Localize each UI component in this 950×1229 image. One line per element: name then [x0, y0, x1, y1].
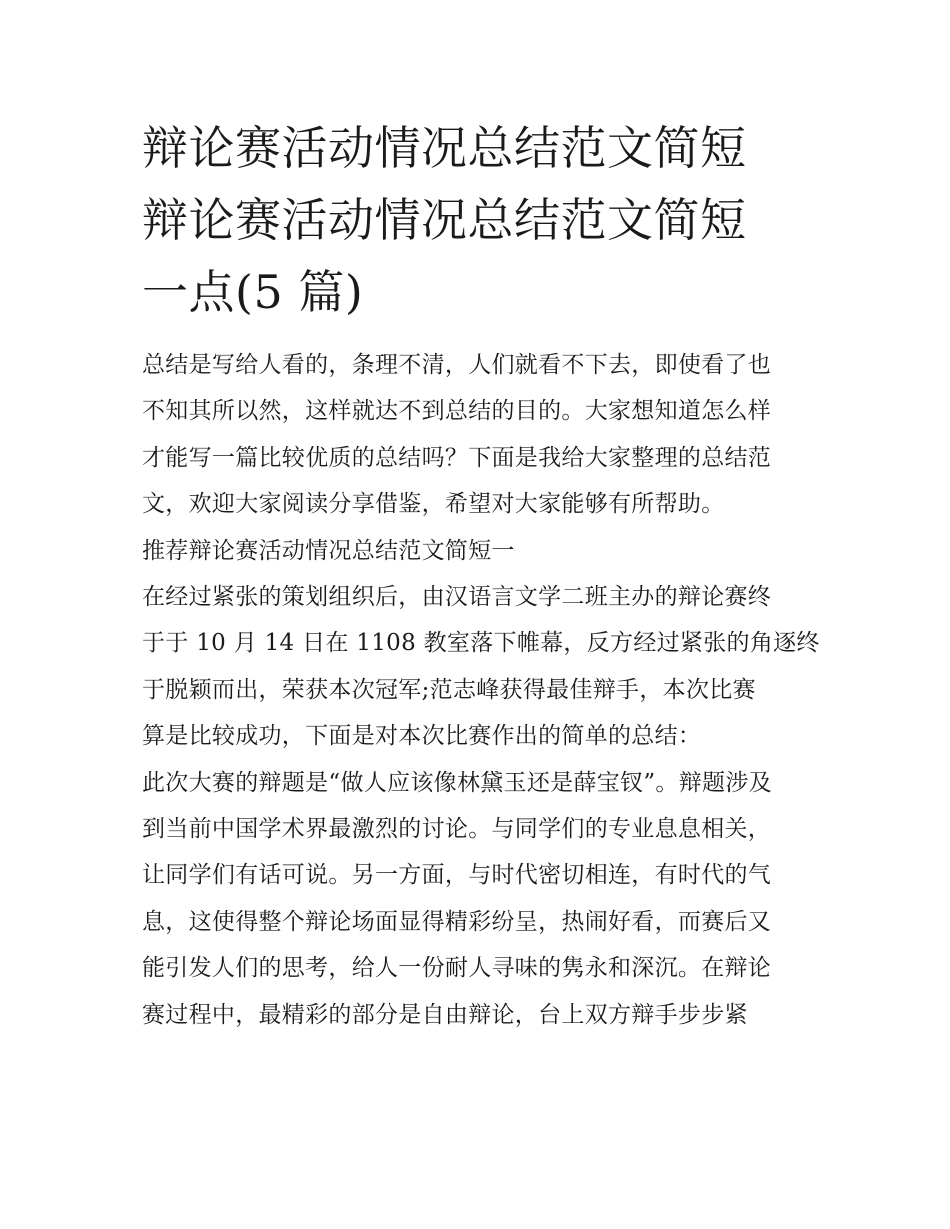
title-line-1: 辩论赛活动情况总结范文简短	[142, 121, 747, 175]
paragraph-1-line-4: 算是比较成功，下面是对本次比赛作出的简单的总结：	[142, 723, 702, 750]
document-body	[142, 342, 822, 1038]
section-heading: 推荐辩论赛活动情况总结范文简短一	[142, 537, 515, 564]
paragraph-2-line-3: 让同学们有话可说。另一方面，与时代密切相连，有时代的气	[142, 862, 772, 889]
document-page	[142, 112, 822, 1038]
intro-line-2: 不知其所以然，这样就达不到总结的目的。大家想知道怎么样	[142, 398, 772, 425]
paragraph-2-line-4: 息，这使得整个辩论场面显得精彩纷呈，热闹好看，而赛后又	[142, 908, 772, 935]
paragraph-2-line-1: 此次大赛的辩题是“做人应该像林黛玉还是薛宝钗”。辩题涉及	[142, 769, 772, 796]
title-line-2: 辩论赛活动情况总结范文简短	[142, 193, 747, 247]
document-title	[142, 112, 822, 328]
paragraph-2-line-2: 到当前中国学术界最激烈的讨论。与同学们的专业息息相关，	[142, 816, 772, 843]
intro-line-1: 总结是写给人看的，条理不清，人们就看不下去，即使看了也	[142, 352, 772, 378]
title-line-3: 一点(5 篇)	[142, 265, 364, 319]
paragraph-2-line-6: 赛过程中，最精彩的部分是自由辩论，台上双方辩手步步紧	[142, 1001, 748, 1028]
intro-line-3: 才能写一篇比较优质的总结吗？下面是我给大家整理的总结范	[142, 444, 772, 471]
paragraph-1-line-2: 于于 10 月 14 日在 1108 教室落下帷幕，反方经过紧张的角逐终	[142, 630, 820, 657]
paragraph-1-line-1: 在经过紧张的策划组织后，由汉语言文学二班主办的辩论赛终	[142, 584, 772, 611]
paragraph-1-line-3: 于脱颖而出，荣获本次冠军;范志峰获得最佳辩手，本次比赛	[142, 676, 756, 703]
intro-line-4: 文，欢迎大家阅读分享借鉴，希望对大家能够有所帮助。	[142, 491, 725, 518]
paragraph-2-line-5: 能引发人们的思考，给人一份耐人寻味的隽永和深沉。在辩论	[142, 955, 772, 982]
